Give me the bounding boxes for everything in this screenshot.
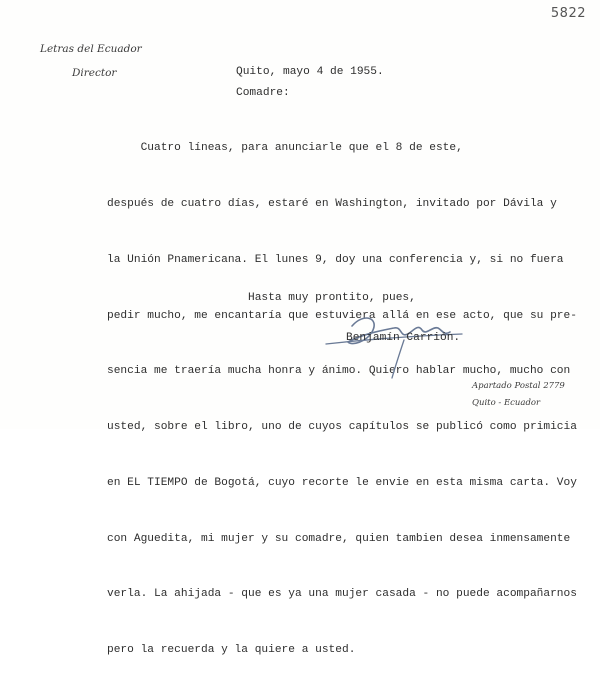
body-line: con Aguedita, mi mujer y su comadre, quien tambien desea inmensamente — [107, 532, 571, 545]
letterhead — [40, 43, 142, 79]
body-line: verla. La ahijada - que es ya una mujer casada - no puede acompañarnos — [107, 588, 577, 601]
body-line: en EL TIEMPO de Bogotá, cuyo recorte le envie en esta misma carta. Voy — [107, 476, 577, 489]
postal-city: Quito - Ecuador — [472, 398, 541, 408]
body-line: usted, sobre el libro, uno de cuyos capítulos se publicó como primicia — [107, 421, 577, 434]
body-line: después de cuatro días, estaré en Washington, invitado por Dávila y — [107, 197, 557, 210]
archive-number: 5822 — [550, 6, 586, 21]
letterhead-subtitle: Director — [72, 67, 117, 79]
letter-closing: Hasta muy prontito, pues, — [248, 292, 416, 304]
letter-date: Quito, mayo 4 de 1955. — [236, 66, 384, 78]
body-line: la Unión Pnamericana. El lunes 9, doy una conferencia y, si no fuera — [107, 253, 564, 266]
letterhead-title: Letras del Ecuador — [40, 43, 142, 55]
signer-name: Benjamín Carrión. — [346, 332, 461, 344]
body-line: pero la recuerda y la quiere a usted. — [107, 644, 356, 657]
body-line: pedir mucho, me encantaría que estuviera allá en ese acto, que su pre- — [107, 309, 577, 322]
body-line: sencia me traería mucha honra y ánimo. Quiero hablar mucho, mucho con — [107, 365, 571, 378]
letter-salutation: Comadre: — [236, 87, 290, 99]
postal-address: Apartado Postal 2779 — [472, 381, 565, 391]
body-line: Cuatro líneas, para anunciarle que el 8 de este, — [107, 142, 463, 155]
